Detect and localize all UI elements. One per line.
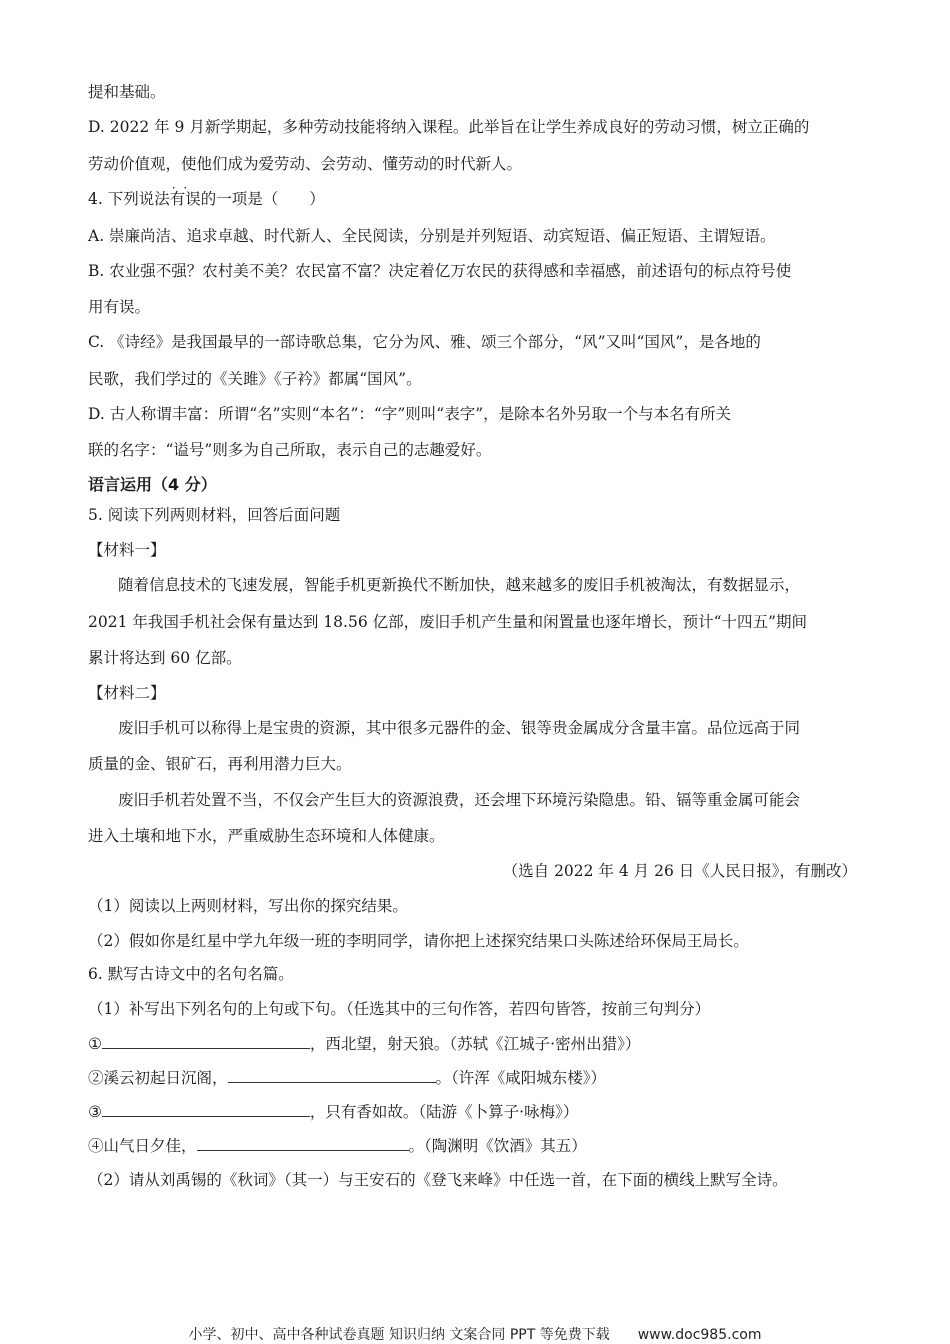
material-2-line-3: 废旧手机若处置不当，不仅会产生巨大的资源浪费，还会埋下环境污染隐患。铅、镉等重金属可能会 xyxy=(118,791,801,809)
fill-item-4-text-before: ④山气日夕佳， xyxy=(88,1137,197,1155)
material-1-line-3: 累计将达到 60 亿部。 xyxy=(88,649,242,667)
fill-item-1-text: ，西北望，射天狼。（苏轼《江城子·密州出猎》） xyxy=(309,1035,641,1053)
option-d2-line-1: D. 古人称谓丰富：所谓“名”实则“本名”：“字”则叫“表字”，是除本名外另取一个与本名有所关 xyxy=(88,405,732,423)
material-2-line-2: 质量的金、银矿石，再利用潜力巨大。 xyxy=(88,755,352,773)
fill-item-2-text-before: ②溪云初起日沉阁， xyxy=(88,1069,228,1087)
option-b-line-1: B. 农业强不强？农村美不美？农民富不富？决定着亿万农民的获得感和幸福感，前述语句的标点符号使 xyxy=(88,262,792,280)
fill-item-4-text-after: 。（陶渊明《饮酒》其五） xyxy=(408,1137,587,1155)
question-5-1: （1）阅读以上两则材料，写出你的探究结果。 xyxy=(88,897,408,915)
material-1-line-2: 2021 年我国手机社会保有量达到 18.56 亿部，废旧手机产生量和闲置量也逐年增长，预计“十四五”期间 xyxy=(88,613,807,631)
fill-item-2 xyxy=(88,1068,606,1088)
material-2-line-4: 进入土壤和地下水，严重威胁生态环境和人体健康。 xyxy=(88,827,445,845)
source-citation: （选自 2022 年 4 月 26 日《人民日报》，有删改） xyxy=(502,862,857,880)
question-5-2: （2）假如你是红星中学九年级一班的李明同学，请你把上述探究结果口头陈述给环保局王局长。 xyxy=(88,932,749,950)
question-6: 6. 默写古诗文中的名句名篇。 xyxy=(88,965,294,983)
answer-blank-4[interactable] xyxy=(197,1136,409,1151)
answer-blank-1[interactable] xyxy=(102,1034,310,1049)
material-1-label: 【材料一】 xyxy=(88,541,166,559)
answer-blank-2[interactable] xyxy=(228,1068,436,1083)
option-b-line-2: 用有误。 xyxy=(88,298,151,316)
question-6-1: （1）补写出下列名句的上句或下句。（任选其中的三句作答，若四句皆答，按前三句判分） xyxy=(88,1000,711,1018)
fill-item-1-number: ① xyxy=(88,1035,102,1053)
fill-item-2-text-after: 。（许浑《咸阳城东楼》） xyxy=(435,1069,607,1087)
question-6-2: （2）请从刘禹锡的《秋词》（其一）与王安石的《登飞来峰》中任选一首，在下面的横线上默写全诗。 xyxy=(88,1171,788,1189)
fill-item-3 xyxy=(88,1102,578,1122)
fill-item-3-text: ，只有香如故。（陆游《卜算子·咏梅》） xyxy=(309,1103,579,1121)
fill-item-1 xyxy=(88,1034,640,1054)
option-a: A. 崇廉尚洁、追求卓越、时代新人、全民阅读，分别是并列短语、动宾短语、偏正短语、主谓短语。 xyxy=(88,227,776,245)
question-4-emphasis: 有误 · · xyxy=(170,190,201,208)
option-d-line-2: 劳动价值观，使他们成为爱劳动、会劳动、懂劳动的时代新人。 xyxy=(88,155,523,173)
fill-item-3-number: ③ xyxy=(88,1103,102,1121)
question-4-suffix: 的一项是（ ） xyxy=(200,190,325,208)
option-d2-line-2: 联的名字：“谥号”则多为自己所取，表示自己的志趣爱好。 xyxy=(88,441,492,459)
material-1-line-1: 随着信息技术的飞速发展，智能手机更新换代不断加快，越来越多的废旧手机被淘汰，有数据显示， xyxy=(118,576,801,594)
question-5: 5. 阅读下列两则材料，回答后面问题 xyxy=(88,506,341,524)
option-c-line-1: C. 《诗经》是我国最早的一部诗歌总集，它分为风、雅、颂三个部分，“风”又叫“国风”，是各地的 xyxy=(88,333,761,351)
footer-banner: 小学、初中、高中各种试卷真题 知识归纳 文案合同 PPT 等免费下载 www.doc985.com xyxy=(188,1327,762,1343)
fill-item-4 xyxy=(88,1136,587,1156)
material-2-line-1: 废旧手机可以称得上是宝贵的资源，其中很多元器件的金、银等贵金属成分含量丰富。品位远高于同 xyxy=(118,719,801,737)
option-c-line-2: 民歌，我们学过的《关雎》《子衿》都属“国风”。 xyxy=(88,370,422,388)
option-d-line-1: D. 2022 年 9 月新学期起，多种劳动技能将纳入课程。此举旨在让学生养成良好的劳动习惯，树立正确的 xyxy=(88,118,810,136)
section-heading: 语言运用（4 分） xyxy=(88,475,217,494)
question-4 xyxy=(88,189,325,209)
text-line: 提和基础。 xyxy=(88,83,166,101)
material-2-label: 【材料二】 xyxy=(88,684,166,702)
question-4-prefix: 4. 下列说法 xyxy=(88,190,170,208)
answer-blank-3[interactable] xyxy=(102,1102,310,1117)
